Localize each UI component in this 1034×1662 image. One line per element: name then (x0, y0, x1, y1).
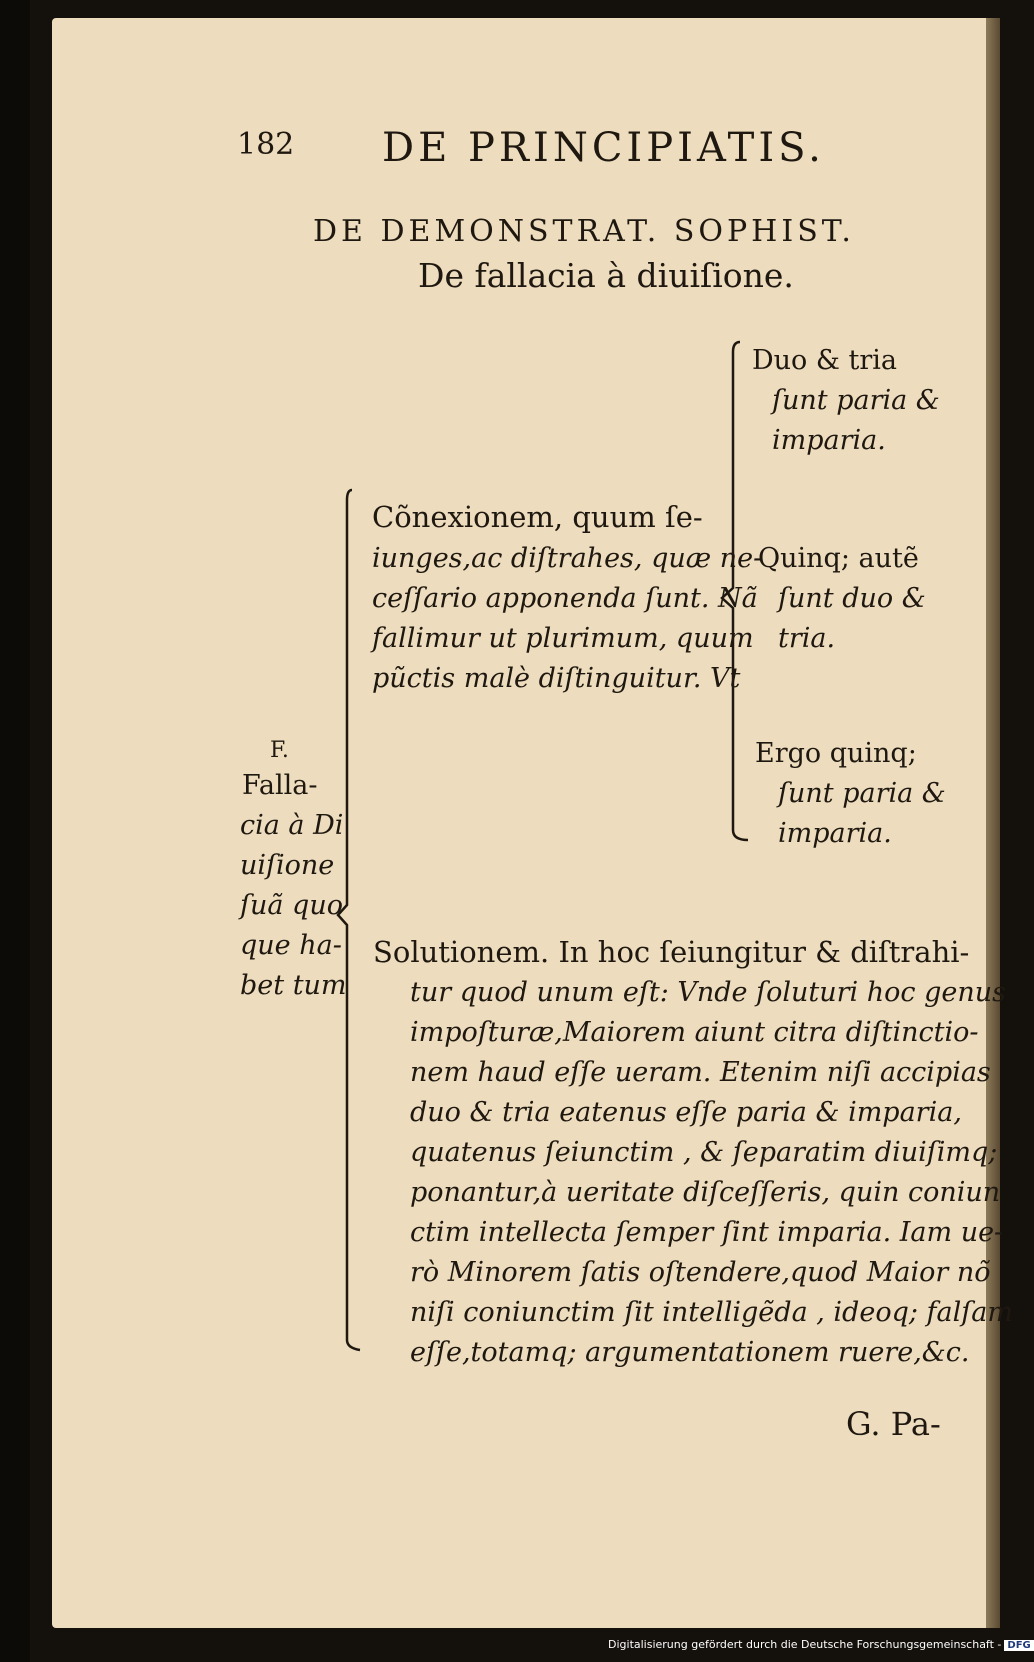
left-label-line: Falla- (242, 770, 318, 801)
minor-premise-line: ſunt duo & (778, 583, 926, 614)
left-label-line: ſuã quo (240, 890, 343, 921)
solutio-line: eſſe,totamq; argumentationem ruere,&c. (410, 1337, 970, 1368)
section-title: De fallacia à diuiſione. (418, 256, 794, 295)
solutio-line: tur quod unum eſt: Vnde ſoluturi hoc genus (410, 977, 1006, 1008)
minor-premise-line: tria. (778, 623, 836, 654)
conclusion-line: Ergo quinq; (755, 738, 917, 769)
page-number: 182 (237, 127, 295, 162)
solutio-line: impoſturæ,Maiorem aiunt citra diſtinctio- (410, 1017, 979, 1048)
dfg-logo: DFG (1004, 1640, 1033, 1651)
solutio-line: ctim intellecta ſemper ſint imparia. Iam ue- (410, 1217, 1004, 1248)
section-heading: DE DEMONSTRAT. SOPHIST. (313, 214, 855, 249)
minor-premise-line: Quinq; autẽ (758, 543, 919, 574)
left-label-line: que ha- (240, 930, 342, 961)
left-label-line: cia à Di (240, 810, 344, 841)
major-premise-line: ſunt paria & (772, 385, 940, 416)
connexio-line: pũctis malè diſtinguitur. Vt (372, 663, 741, 694)
left-brace (338, 490, 360, 1350)
conclusion-line: ſunt paria & (778, 778, 946, 809)
connexio-line: ceſſario apponenda ſunt. Nã (372, 583, 758, 614)
left-label-letter: F. (270, 738, 289, 763)
solutio-line: rò Minorem ſatis oſtendere,quod Maior nõ (410, 1257, 991, 1288)
digitization-footer (608, 1638, 1034, 1651)
major-premise-line: imparia. (772, 425, 886, 456)
solutio-line: Solutionem. In hoc ſeiungitur & diſtrahi- (373, 935, 970, 969)
solutio-line: niſi coniunctim ſit intelligẽda , ideoq; falſam (410, 1297, 1013, 1328)
catchword: G. Pa- (846, 1405, 941, 1443)
major-premise-line: Duo & tria (752, 345, 897, 376)
conclusion-line: imparia. (778, 818, 892, 849)
connexio-line: fallimur ut plurimum, quum (372, 623, 754, 654)
connexio-line: iunges,ac diſtrahes, quæ ne- (372, 543, 763, 574)
solutio-line: quatenus ſeiunctim , & ſeparatim diuiſimq; (410, 1137, 998, 1168)
footer-text: Digitalisierung gefördert durch die Deutsche Forschungsgemeinschaft - (608, 1638, 1002, 1651)
left-label-line: uiſione (240, 850, 335, 881)
right-brace (722, 342, 748, 840)
connexio-line: Cõnexionem, quum ſe- (372, 500, 703, 534)
solutio-line: nem haud eſſe ueram. Etenim niſi accipias (410, 1057, 991, 1088)
left-label-line: bet tum (240, 970, 347, 1001)
solutio-line: duo & tria eatenus eſſe paria & imparia, (410, 1097, 962, 1128)
running-title: DE PRINCIPIATIS. (382, 125, 825, 171)
solutio-line: ponantur,à ueritate diſceſſeris, quin coniun (410, 1177, 1001, 1208)
